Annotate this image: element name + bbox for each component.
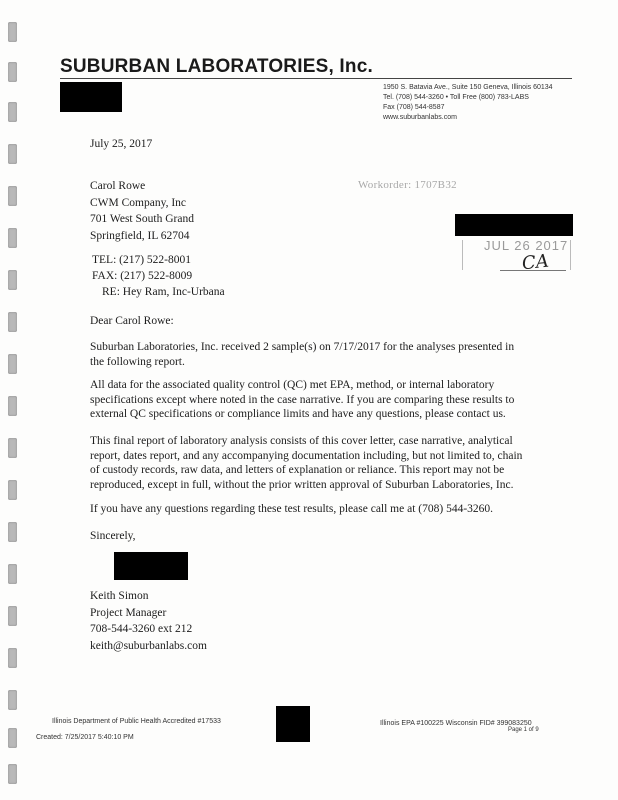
signer-email: keith@suburbanlabs.com	[90, 639, 207, 652]
binder-hole	[8, 396, 17, 416]
binder-hole	[8, 438, 17, 458]
address-line: 1950 S. Batavia Ave., Suite 150 Geneva, Illinois 60134	[383, 84, 553, 91]
signer-name: Keith Simon	[90, 590, 149, 602]
binder-hole	[8, 186, 17, 206]
signer-title: Project Manager	[90, 606, 167, 619]
contact-tel: TEL: (217) 522-8001	[92, 254, 192, 266]
body-paragraph-1: Suburban Laboratories, Inc. received 2 sample(s) on 7/17/2017 for the analyses presented in the following report.	[90, 341, 515, 368]
signature-block	[90, 588, 207, 654]
binder-hole	[8, 102, 17, 122]
contact-fax: FAX: (217) 522-8009	[92, 270, 193, 282]
binder-hole	[8, 228, 17, 248]
body-paragraph-2: All data for the associated quality control (QC) met EPA, method, or internal laboratory specifications except where noted in the case narrative. If you are comparing these results to external QC specifications or compliance limits and have any questions, please contact us.	[90, 379, 515, 420]
redaction-block-footer	[276, 706, 310, 742]
stamp-border-mark	[570, 240, 571, 270]
stamp-signature-line	[500, 270, 566, 271]
letter-date: July 25, 2017	[90, 138, 153, 150]
phone-line: Tel. (708) 544-3260 • Toll Free (800) 783-LABS	[383, 94, 529, 101]
footer-accreditation: Illinois Department of Public Health Accredited #17533	[52, 718, 221, 725]
binder-hole	[8, 648, 17, 668]
fax-line: Fax (708) 544-8587	[383, 104, 445, 111]
binder-hole	[8, 22, 17, 42]
company-name: SUBURBAN LABORATORIES, Inc.	[60, 56, 373, 77]
footer-epa: Illinois EPA #100225 Wisconsin FID# 399083250	[380, 720, 532, 727]
binder-hole	[8, 764, 17, 784]
binder-hole	[8, 690, 17, 710]
received-stamp	[460, 236, 572, 276]
binder-hole	[8, 480, 17, 500]
recipient-street: 701 West South Grand	[90, 213, 194, 225]
signer-phone: 708-544-3260 ext 212	[90, 623, 193, 635]
recipient-company: CWM Company, Inc	[90, 196, 187, 209]
letterhead-address	[383, 83, 553, 123]
closing: Sincerely,	[90, 530, 136, 542]
workorder-number: Workorder: 1707B32	[358, 179, 457, 191]
redaction-block-signature	[114, 552, 188, 580]
letterhead-rule	[60, 78, 572, 79]
subject-line: RE: Hey Ram, Inc-Urbana	[102, 286, 225, 298]
recipient-city: Springfield, IL 62704	[90, 229, 190, 242]
stamp-date: JUL 26 2017	[484, 238, 569, 253]
body-paragraph-3: This final report of laboratory analysis consists of this cover letter, case narrative, analytical report, dates report, and any accompanying documentation including, but not limited to, chain of custody records, raw data, and letters of explanation or reliance. This report may not be reproduced, except in full, without the prior written approval of Suburban Laboratories, Inc.	[90, 435, 523, 491]
stamp-border-mark	[462, 240, 463, 270]
binder-hole	[8, 144, 17, 164]
footer-created: Created: 7/25/2017 5:40:10 PM	[36, 734, 134, 741]
footer-page-number: Page 1 of 9	[508, 727, 539, 733]
redaction-block-logo	[60, 82, 122, 112]
binder-hole	[8, 606, 17, 626]
salutation: Dear Carol Rowe:	[90, 315, 174, 327]
binder-hole	[8, 270, 17, 290]
web-line: www.suburbanlabs.com	[383, 114, 457, 121]
binder-hole	[8, 354, 17, 374]
binder-hole	[8, 312, 17, 332]
binder-hole	[8, 522, 17, 542]
redaction-block-stamp	[455, 214, 573, 236]
recipient-name: Carol Rowe	[90, 180, 146, 192]
contact-block	[92, 252, 225, 300]
stamp-initials: CA	[520, 250, 550, 275]
binder-hole	[8, 728, 17, 748]
recipient-block	[90, 178, 194, 244]
body-paragraph-4: If you have any questions regarding these test results, please call me at (708) 544-3260.	[90, 503, 494, 515]
binder-hole	[8, 564, 17, 584]
binder-hole	[8, 62, 17, 82]
